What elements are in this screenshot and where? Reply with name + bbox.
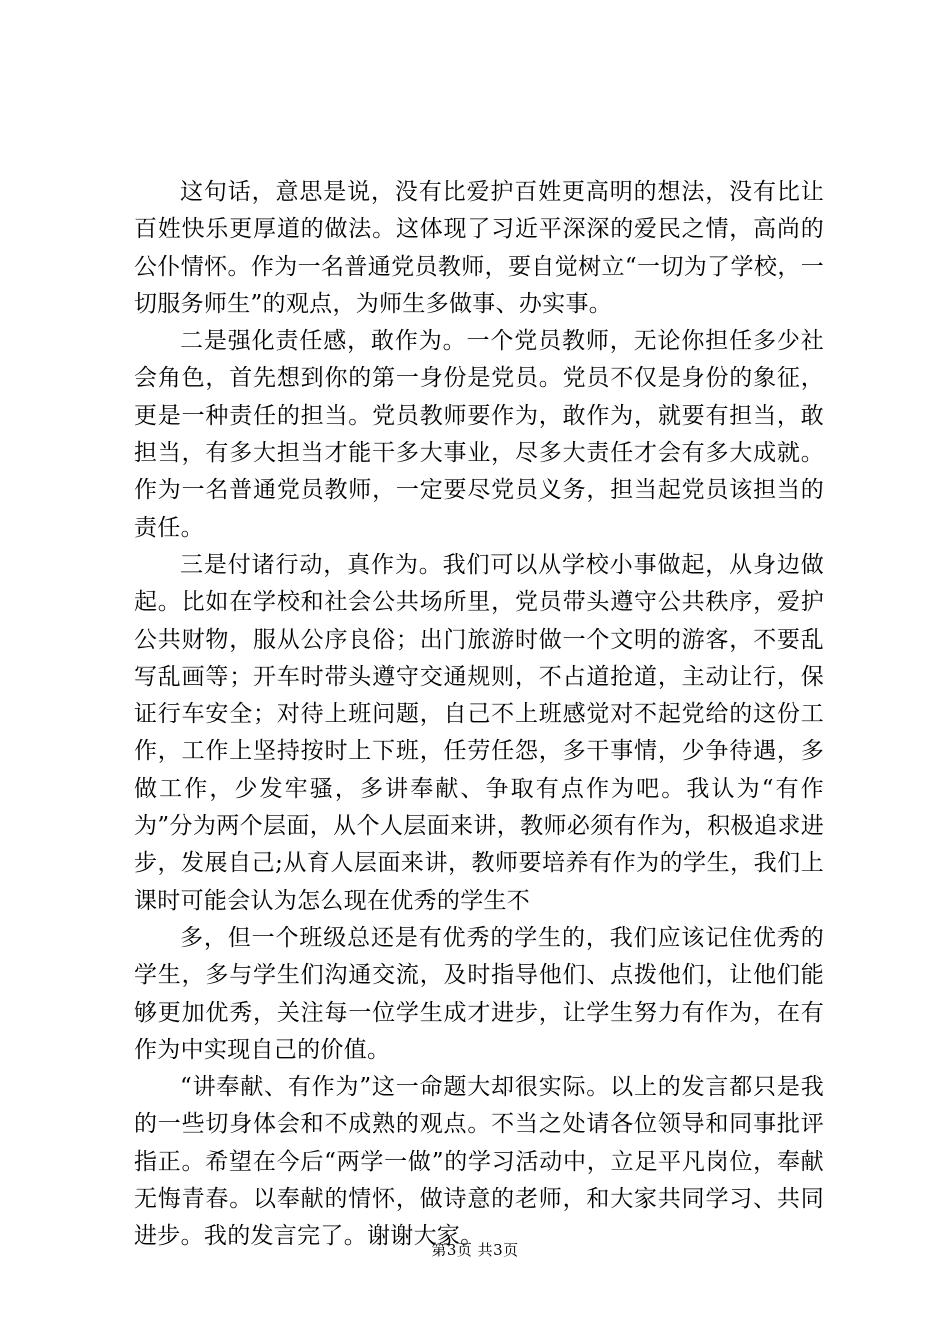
- paragraph-1: 这句话，意思是说，没有比爱护百姓更高明的想法，没有比让百姓快乐更厚道的做法。这体现了习近平深深的爱民之情，高尚的公仆情怀。作为一名普通党员教师，要自觉树立“一切为了学校，一切服务师生”的观点，为师生多做事、办实事。: [134, 179, 824, 317]
- paragraph-4: 多，但一个班级总还是有优秀的学生的，我们应该记住优秀的学生，多与学生们沟通交流，及时指导他们、点拨他们，让他们能够更加优秀，关注每一位学生成才进步，让学生努力有作为，在有作为中实现自己的价值。: [134, 924, 824, 1063]
- paragraph-5: “讲奉献、有作为”这一命题大却很实际。以上的发言都只是我的一些切身体会和不成熟的观点。不当之处请各位领导和同事批评指正。希望在今后“两学一做”的学习活动中，立足平凡岗位，奉献无悔青春。以奉献的情怀，做诗意的老师，和大家共同学习、共同进步。我的发言完了。谢谢大家。: [134, 1074, 824, 1250]
- paragraph-2: 二是强化责任感，敢作为。一个党员教师，无论你担任多少社会角色，首先想到你的第一身份是党员。党员不仅是身份的象征，更是一种责任的担当。党员教师要作为，敢作为，就要有担当，敢担当，有多大担当才能干多大事业，尽多大责任才会有多大成就。作为一名普通党员教师，一定要尽党员义务，担当起党员该担当的责任。: [134, 328, 824, 541]
- document-body: [134, 174, 824, 1256]
- paragraph-3: 三是付诸行动，真作为。我们可以从学校小事做起，从身边做起。比如在学校和社会公共场所里，党员带头遵守公共秩序，爱护公共财物，服从公序良俗；出门旅游时做一个文明的游客，不要乱写乱画等；开车时带头遵守交通规则，不占道抢道，主动让行，保证行车安全；对待上班问题，自己不上班感觉对不起党给的这份工作，工作上坚持按时上下班，任劳任怨，多干事情，少争待遇，多做工作，少发牢骚，多讲奉献、争取有点作为吧。我认为“有作为”分为两个层面，从个人层面来讲，教师必须有作为，积极追求进步，发展自己;从育人层面来讲，教师要培养有作为的学生，我们上课时可能会认为怎么现在优秀的学生不: [134, 551, 824, 914]
- page-number-footer: 第3页 共3页: [431, 1241, 519, 1259]
